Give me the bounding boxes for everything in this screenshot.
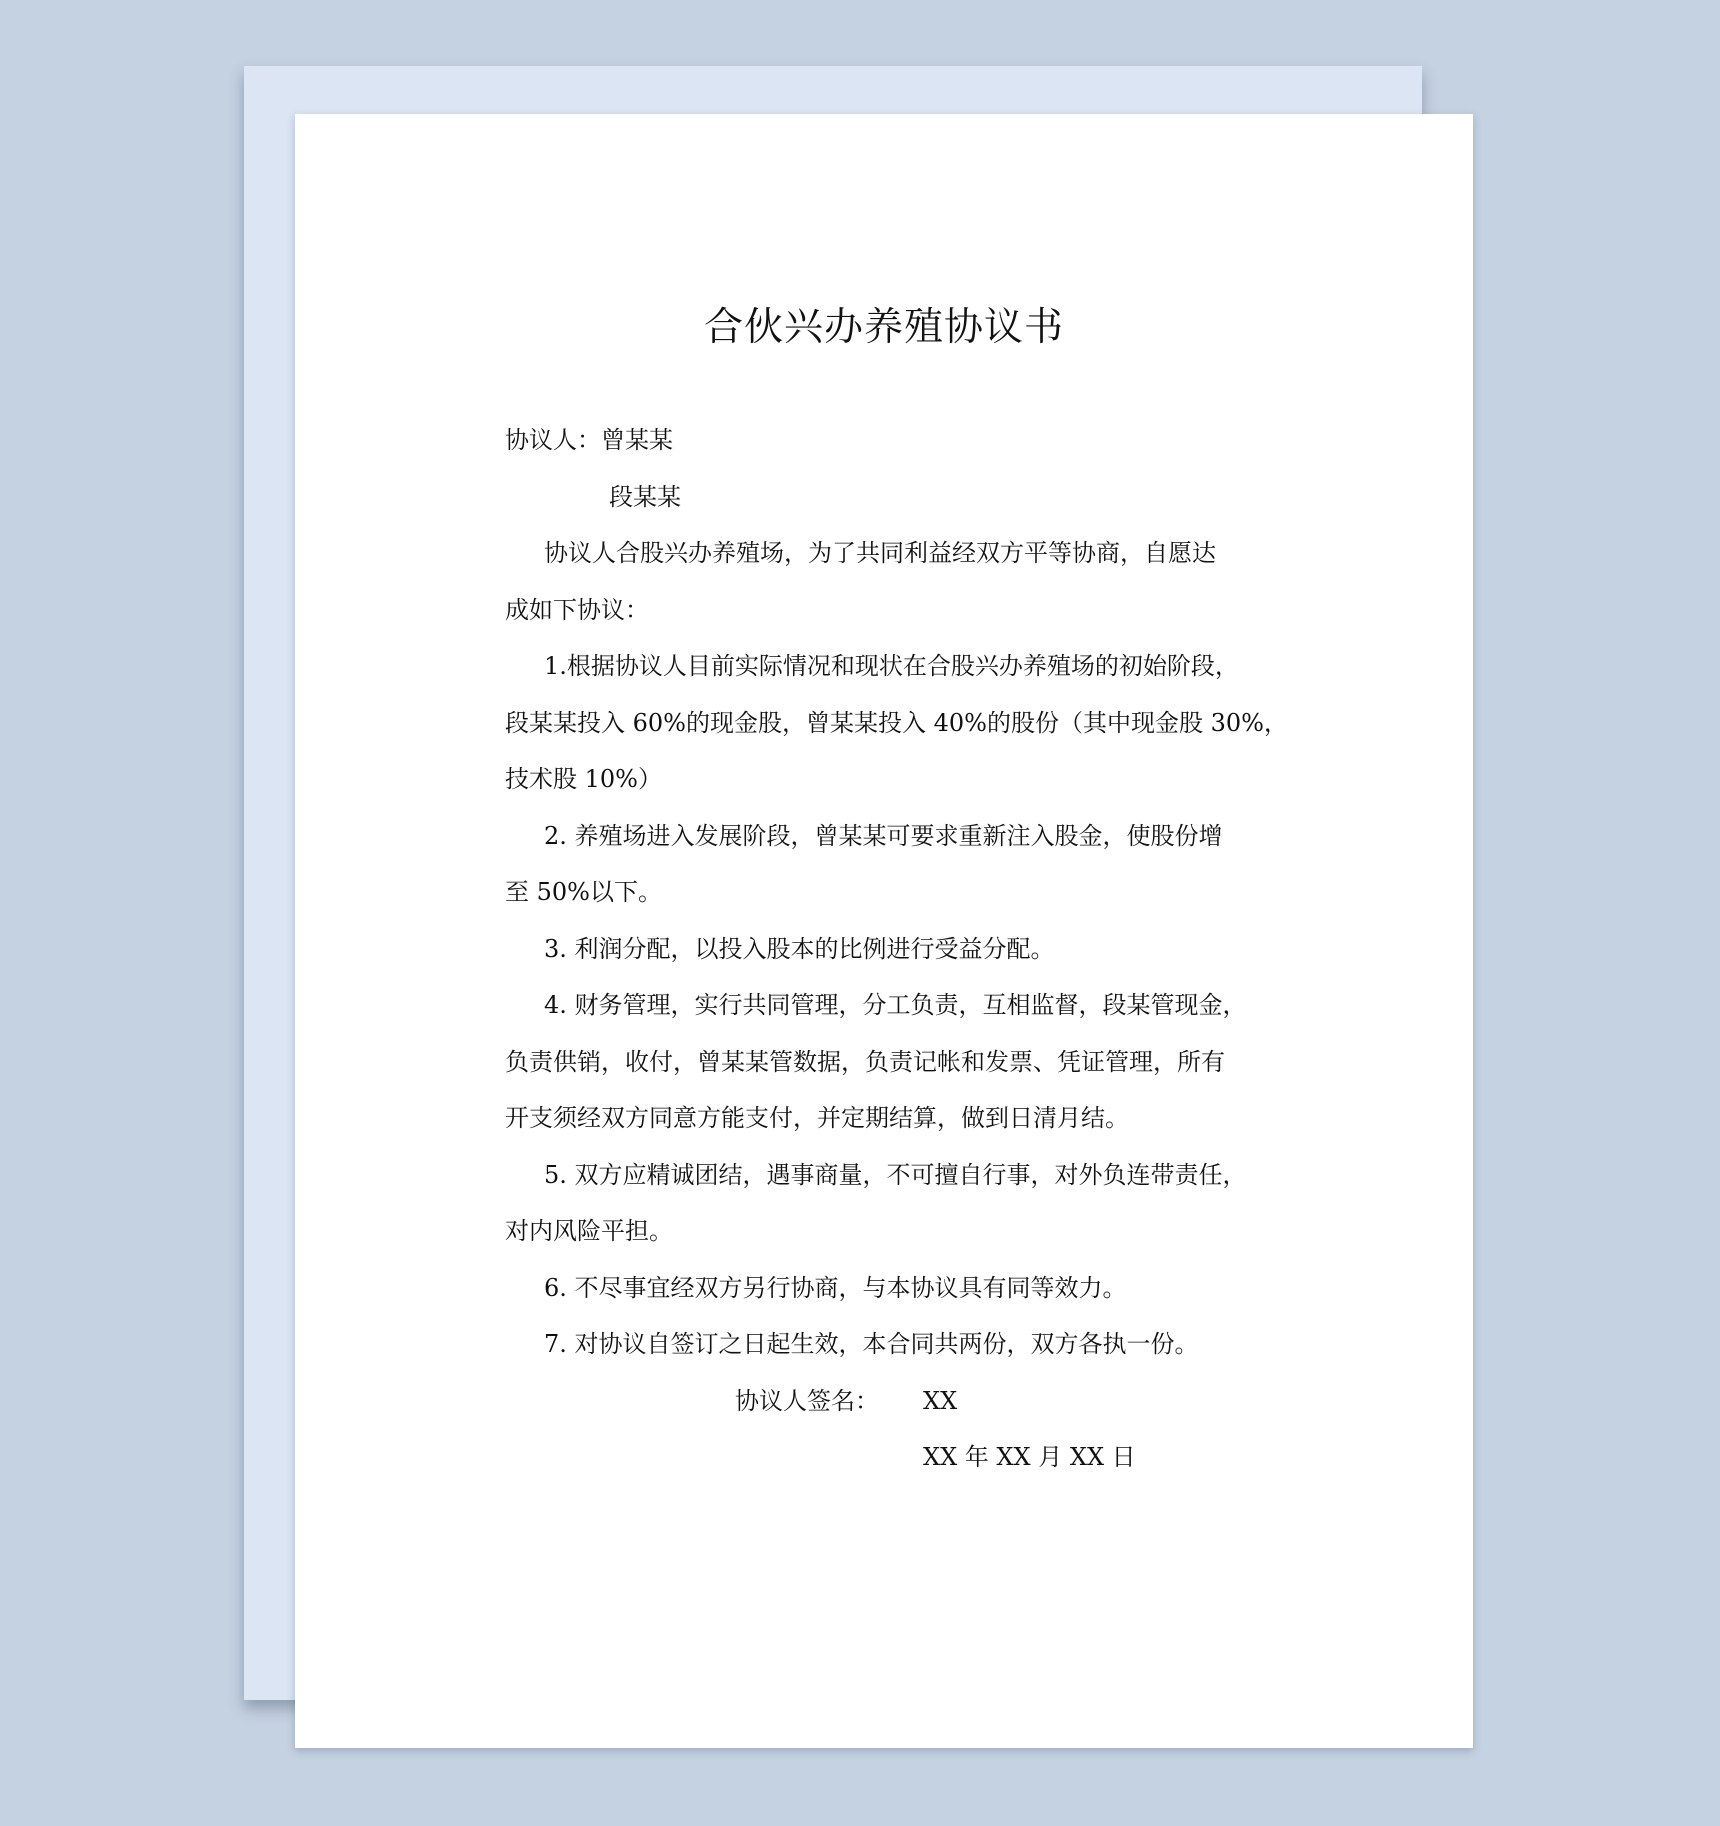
clause-2-line-2: 至 50%以下。 (505, 878, 662, 906)
signature-date: XX 年 XX 月 XX 日 (923, 1443, 1136, 1471)
clause-4-line-1: 4. 财务管理，实行共同管理，分工负责，互相监督，段某管现金， (544, 991, 1247, 1019)
clause-4-line-3: 开支须经双方同意方能支付，并定期结算，做到日清月结。 (505, 1104, 1129, 1132)
signature-value: XX (923, 1387, 958, 1415)
clause-1-line-3: 技术股 10%） (505, 765, 662, 793)
intro-line-2: 成如下协议： (505, 596, 649, 624)
intro-line-1: 协议人合股兴办养殖场，为了共同利益经双方平等协商，自愿达 (544, 539, 1216, 567)
clause-5-line-1: 5. 双方应精诚团结，遇事商量，不可擅自行事，对外负连带责任， (544, 1161, 1247, 1189)
clause-4-line-2: 负责供销，收付，曾某某管数据，负责记帐和发票、凭证管理，所有 (505, 1048, 1225, 1076)
clause-5-line-2: 对内风险平担。 (505, 1217, 673, 1245)
document-page (295, 114, 1473, 1748)
clause-7-line-1: 7. 对协议自签订之日起生效，本合同共两份，双方各执一份。 (544, 1330, 1199, 1358)
clause-1-line-1: 1.根据协议人目前实际情况和现状在合股兴办养殖场的初始阶段， (544, 652, 1239, 680)
signature-label: 协议人签名： (735, 1387, 879, 1415)
clause-6-line-1: 6. 不尽事宜经双方另行协商，与本协议具有同等效力。 (544, 1274, 1127, 1302)
clause-2-line-1: 2. 养殖场进入发展阶段，曾某某可要求重新注入股金，使股份增 (544, 822, 1223, 850)
clause-3-line-1: 3. 利润分配，以投入股本的比例进行受益分配。 (544, 935, 1055, 963)
clause-1-line-2: 段某某投入 60%的现金股，曾某某投入 40%的股份（其中现金股 30%， (505, 709, 1288, 737)
document-title: 合伙兴办养殖协议书 (703, 305, 1064, 350)
party-line-1: 协议人：曾某某 (505, 426, 673, 454)
party-line-2: 段某某 (609, 483, 681, 511)
